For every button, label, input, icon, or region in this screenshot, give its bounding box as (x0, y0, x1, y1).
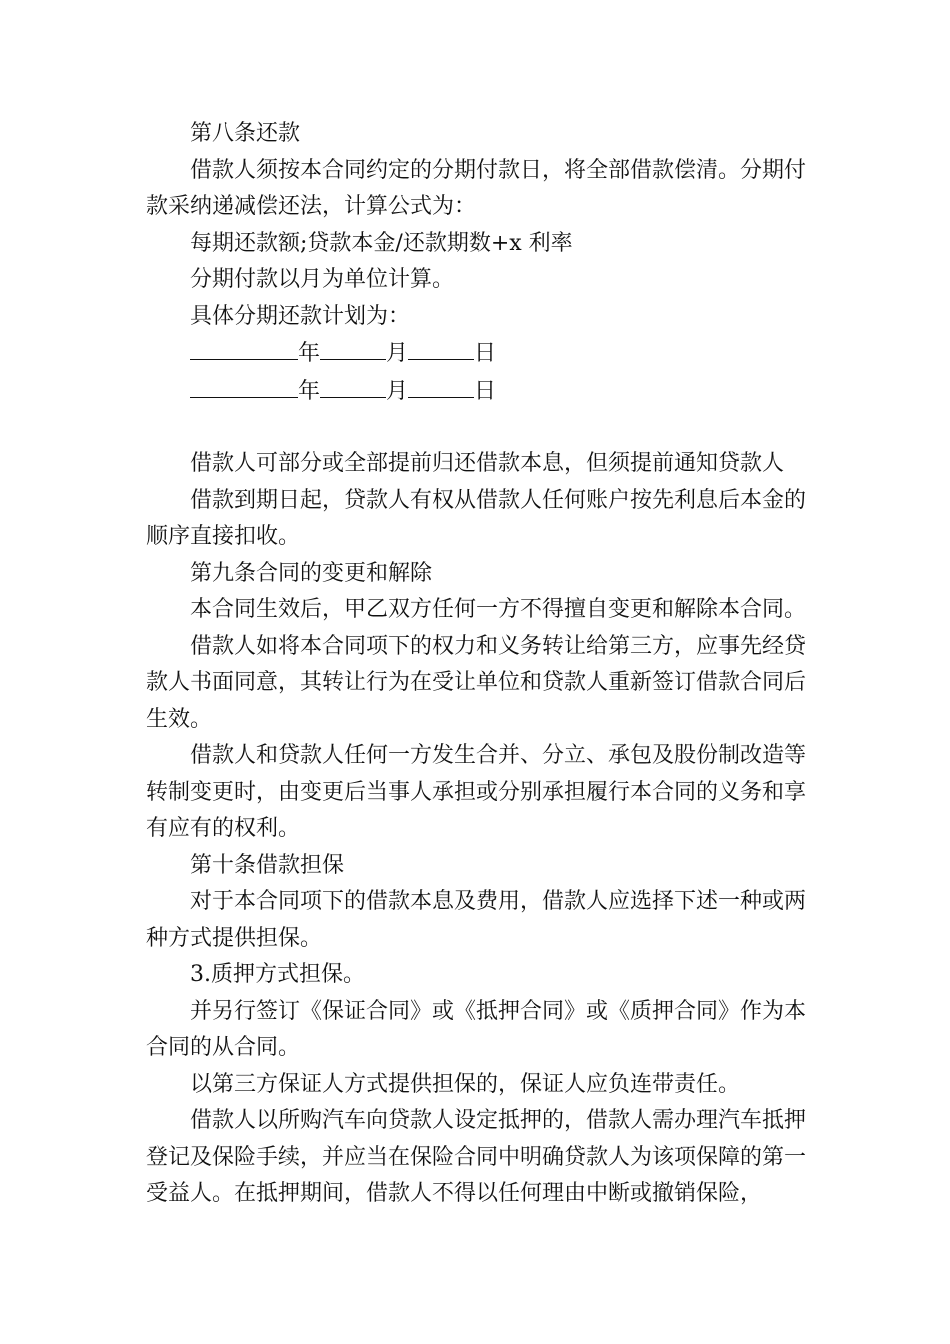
paragraph: 借款人和贷款人任何一方发生合并、分立、承包及股份制改造等转制变更时，由变更后当事人承担或分别承担履行本合同的义务和享有应有的权利。 (146, 743, 807, 841)
day-label: 日 (474, 341, 497, 366)
section-heading-9: 第九条合同的变更和解除 (190, 560, 433, 586)
paragraph: 3.质押方式担保。 (190, 962, 365, 987)
paragraph: 借款到期日起，贷款人有权从借款人任何账户按先利息后本金的顺序直接扣收。 (146, 487, 807, 549)
spacer (146, 410, 818, 446)
paragraph: 并另行签订《保证合同》或《抵押合同》或《质押合同》作为本合同的从合同。 (146, 998, 807, 1060)
year-label: 年 (298, 378, 321, 404)
section-heading-10: 第十条借款担保 (190, 852, 345, 878)
paragraph: 借款人须按本合同约定的分期付款日，将全部借款偿清。分期付款采纳递减偿还法，计算公式为： (146, 157, 807, 219)
paragraph: 借款人如将本合同项下的权力和义务转让给第三方，应事先经贷款人书面同意，其转让行为在受让单位和贷款人重新签订借款合同后生效。 (146, 633, 807, 732)
month-blank (320, 335, 386, 360)
day-label: 日 (474, 378, 497, 404)
day-blank (408, 373, 474, 398)
schedule-line (146, 335, 818, 373)
document-body (146, 116, 818, 1213)
paragraph: 具体分期还款计划为： (190, 303, 411, 329)
year-blank (190, 373, 298, 398)
month-label: 月 (386, 378, 409, 404)
schedule-line (146, 373, 818, 411)
day-blank (408, 335, 474, 360)
year-label: 年 (298, 341, 321, 366)
year-blank (190, 335, 298, 360)
paragraph: 每期还款额;贷款本金/还款期数+x 利率 (190, 230, 573, 256)
paragraph: 对于本合同项下的借款本息及费用，借款人应选择下述一种或两种方式提供担保。 (146, 889, 807, 951)
paragraph: 本合同生效后，甲乙双方任何一方不得擅自变更和解除本合同。 (190, 597, 807, 622)
month-blank (320, 373, 386, 398)
paragraph: 以第三方保证人方式提供担保的，保证人应负连带责任。 (190, 1071, 741, 1097)
paragraph: 借款人可部分或全部提前归还借款本息，但须提前通知贷款人 (190, 451, 785, 476)
section-heading-8: 第八条还款 (190, 121, 301, 146)
paragraph: 分期付款以月为单位计算。 (190, 267, 455, 292)
paragraph: 借款人以所购汽车向贷款人设定抵押的，借款人需办理汽车抵押登记及保险手续，并应当在保险合同中明确贷款人为该项保障的第一受益人。在抵押期间，借款人不得以任何理由中断或撤销保险， (146, 1108, 807, 1206)
month-label: 月 (386, 341, 409, 366)
